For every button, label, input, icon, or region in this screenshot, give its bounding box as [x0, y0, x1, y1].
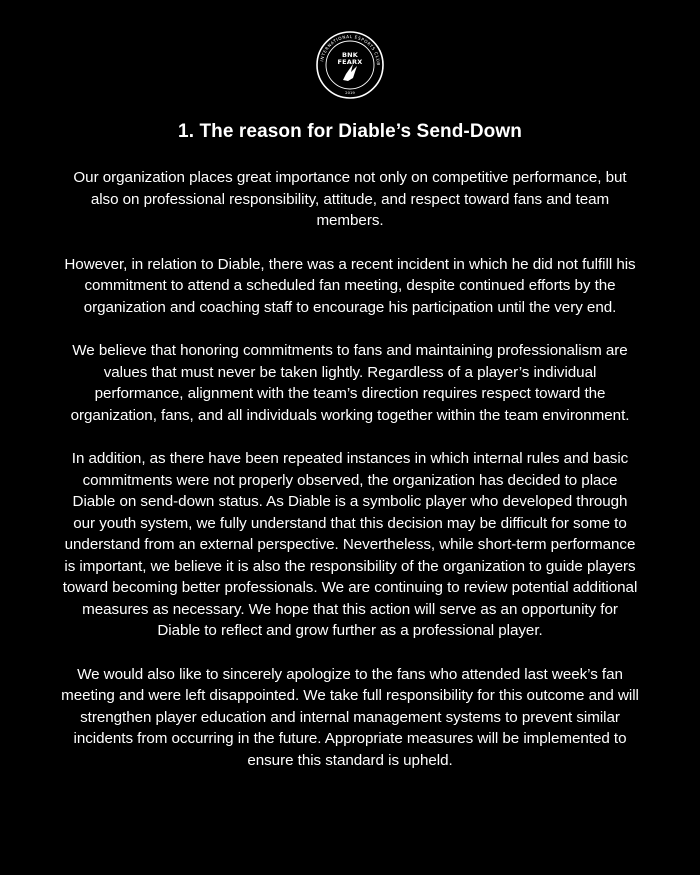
paragraph-1: Our organization places great importance not only on competitive performance, but also on professional responsibility, attitude, and respect toward fans and team members. — [73, 169, 627, 229]
paragraph-2: However, in relation to Diable, there was a recent incident in which he did not fulfill his commitment to attend a scheduled fan meeting, despite continued efforts by the organization and coaching staff to encourage his participation until the very end. — [64, 255, 636, 316]
logo-brand-text: BNK FEARX — [337, 51, 363, 66]
team-logo — [315, 30, 385, 100]
fox-silhouette — [343, 64, 357, 81]
paragraph-3: We believe that honoring commitments to fans and maintaining professionalism are values that must never be taken lightly. Regardless of a player’s individual performance, alignment with the team’s direction requires respect toward the organization, fans, and all individuals working together within the team environment. — [70, 342, 630, 424]
page-title: 1. The reason for Diable’s Send-Down — [178, 121, 522, 142]
logo-year: 2019 — [345, 90, 355, 95]
paragraph-4: In addition, as there have been repeated instances in which internal rules and basic commitments were not properly observed, the organization has decided to place Diable on send-down status. As Diable is a symbolic player who developed through our youth system, we fully understand that this decision may be difficult for some to understand from an external perspective. Nevertheless, while short-term performance is important, we believe it is also the responsibility of the organization to guide players toward becoming better professionals. We are continuing to review potential additional measures as necessary. We hope that this action will serve as an opportunity for Diable to reflect and grow further as a professional player. — [62, 450, 638, 639]
paragraph-5: We would also like to sincerely apologize to the fans who attended last week’s fan meeting and were left disappointed. We take full responsibility for this outcome and will strengthen player education and internal management systems to prevent similar incidents from occurring in the future. Appropriate measures will be implemented to ensure this standard is upheld. — [61, 665, 639, 769]
statement-body — [60, 167, 640, 793]
logo-ring-text: INTERNATIONAL ESPORTS CLUB — [319, 33, 382, 66]
